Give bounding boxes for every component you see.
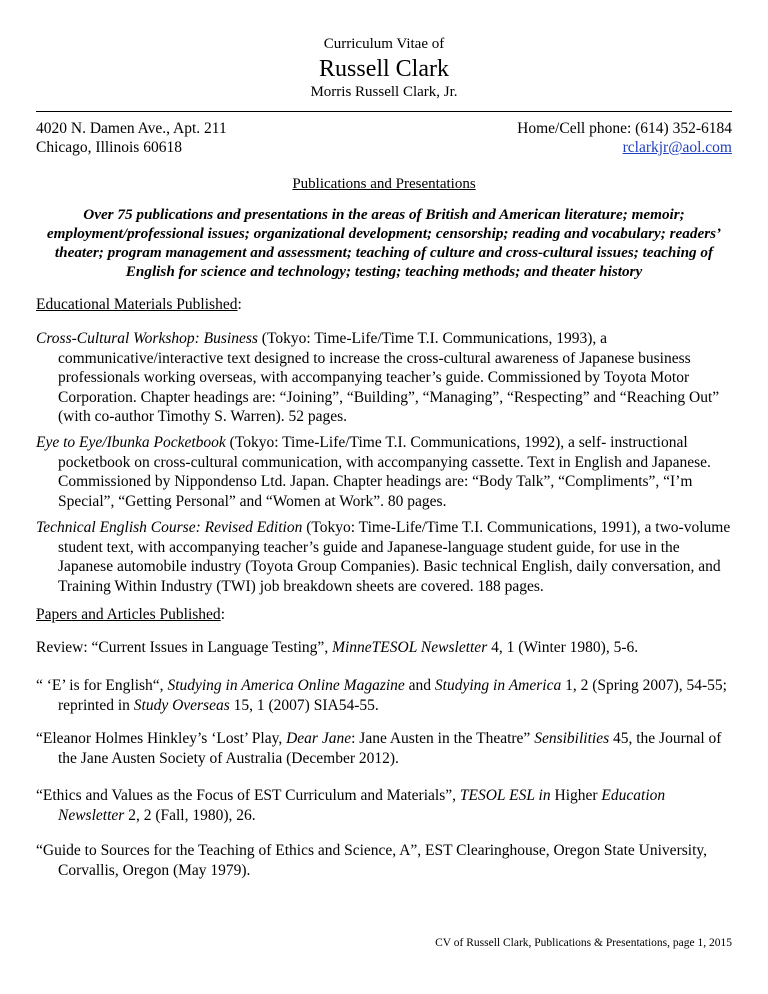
- phone: Home/Cell phone: (614) 352-6184: [517, 120, 732, 137]
- paper-2-part-c: and: [404, 677, 435, 694]
- paper-4-part-e: 2, 2 (Fall, 1980), 26.: [124, 806, 256, 824]
- paper-4-part-a: “Ethics and Values as the Focus of EST Curriculum and Materials”,: [36, 787, 460, 804]
- educational-heading: [36, 296, 242, 314]
- edu-item-1-text: (Tokyo: Time-Life/Time T.I. Communications, 1993), a communicative/interactive text designed to increase the cross-cultural awareness of Japanese business professionals working overseas, with accompanying teacher’s guide. Commissioned by Toyota Motor Corporation. Chapter headings are: “Joining”, “Building”, “Managing”, “Respecting” and “Reaching Out” (with co-author Timothy S. Warren). 52 pages.: [58, 330, 720, 425]
- header-divider: [36, 111, 732, 112]
- edu-item-1: [36, 329, 732, 427]
- contact-row-2: [36, 139, 732, 157]
- edu-item-3: [36, 518, 732, 596]
- edu-item-3-title: Technical English Course: Revised Edition: [36, 519, 303, 536]
- email-link[interactable]: rclarkjr@aol.com: [622, 139, 732, 156]
- name-heading: Russell Clark: [319, 56, 449, 82]
- paper-2-journal: Studying in America: [434, 677, 562, 694]
- papers-heading: [36, 606, 225, 624]
- paper-4-journal-b: Education Newsletter: [58, 787, 666, 824]
- paper-2-part-a: “ ‘E’ is for English“,: [36, 677, 168, 694]
- paper-4-journal-a: TESOL ESL in: [459, 787, 551, 804]
- paper-item-3: [36, 729, 732, 768]
- edu-item-2-title: Eye to Eye/Ibunka Pocketbook: [36, 434, 226, 451]
- edu-item-2-text: (Tokyo: Time-Life/Time T.I. Communications, 1992), a self- instructional pocketbook on cross-cultural communication, with accompanying cassette. Text in English and Japanese. Commissioned by Nippondenso Ltd. Japan. Chapter headings are: “Body Talk”, “Compliments”, “I’m Special”, “Getting Personal” and “Women at Work”. 80 pages.: [58, 434, 711, 510]
- educational-heading-colon: :: [237, 296, 242, 313]
- full-name: Morris Russell Clark, Jr.: [310, 84, 458, 100]
- summary-paragraph: Over 75 publications and presentations in the areas of British and American literature; memoir; employment/professional issues; organizational development; censorship; reading and vocabulary; readers’ theater; program management and assessment; teaching of culture and cross-cultural issues; teaching of English for science and technology; testing; teaching methods; and theater history: [46, 206, 722, 280]
- paper-item-5: [36, 841, 732, 880]
- papers-heading-colon: :: [220, 606, 225, 623]
- paper-4-part-c: Higher: [550, 787, 602, 804]
- page-footer: CV of Russell Clark, Publications & Presentations, page 1, 2015: [435, 937, 732, 949]
- papers-heading-text: Papers and Articles Published: [36, 606, 221, 623]
- paper-3-part-a: “Eleanor Holmes Hinkley’s ‘Lost’ Play,: [36, 730, 287, 747]
- paper-1-part-c: 4, 1 (Winter 1980), 5-6.: [487, 639, 639, 656]
- paper-1-part-a: Review: “Current Issues in Language Testing”,: [36, 639, 333, 656]
- paper-1-journal: MinneTESOL Newsletter: [332, 639, 488, 656]
- edu-item-2: [36, 433, 732, 511]
- contact-row-1: [36, 120, 732, 138]
- paper-3-part-c: : Jane Austen in the Theatre”: [351, 730, 535, 747]
- edu-item-1-title: Cross-Cultural Workshop: Business: [36, 330, 258, 347]
- section-title: Publications and Presentations: [292, 176, 476, 192]
- paper-item-2: [36, 676, 732, 715]
- paper-5-text: “Guide to Sources for the Teaching of Ethics and Science, A”, EST Clearinghouse, Oregon State University, Corvallis, Oregon (May 1979).: [36, 842, 707, 879]
- paper-2-part-e: 1, 2 (Spring 2007), 54-55; reprinted in: [58, 677, 727, 714]
- paper-2-magazine: Studying in America Online Magazine: [167, 677, 405, 694]
- educational-heading-text: Educational Materials Published: [36, 296, 238, 313]
- edu-item-3-text: (Tokyo: Time-Life/Time T.I. Communications, 1991), a two-volume student text, with accompanying teacher’s guide and Japanese-language student guide, for use in the Japanese automobile industry (Toyota Group Companies). Basic technical English, daily conversation, and Training Within Industry (TWI) job breakdown sheets are covered. 188 pages.: [58, 519, 731, 595]
- paper-item-4: [36, 786, 732, 825]
- paper-item-1: [36, 638, 732, 658]
- paper-3-play-title: Dear Jane: [286, 730, 352, 747]
- paper-2-part-g: 15, 1 (2007) SIA54-55.: [229, 696, 379, 714]
- address-line-1: 4020 N. Damen Ave., Apt. 211: [36, 120, 227, 137]
- paper-2-reprint-journal: Study Overseas: [133, 696, 230, 714]
- address-line-2: Chicago, Illinois 60618: [36, 139, 182, 156]
- paper-3-part-e: 45, the Journal of the Jane Austen Society of Australia (December 2012).: [58, 730, 722, 767]
- paper-3-journal: Sensibilities: [534, 730, 610, 747]
- cv-of-label: Curriculum Vitae of: [323, 36, 445, 52]
